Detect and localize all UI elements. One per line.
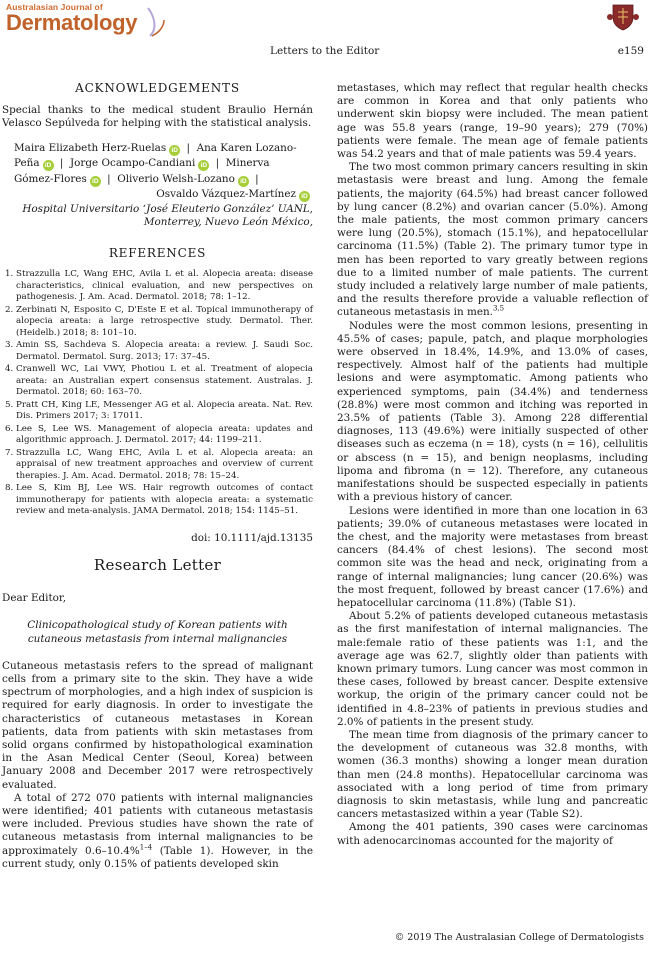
doi-link[interactable]: doi: 10.1111/ajd.13135 (191, 531, 313, 544)
body-paragraph: Cutaneous metastasis refers to the spread of malignant cells from a primary site to the skin. They have a wide spectrum of morphologies, and a high index of suspicion is required for early diagnosis. In order to investigate the characteristics of cutaneous metastases in Korean patients, data from patients with skin metastases from solid organs confirmed by histopathological examination in the Asan Medical Center (Seoul, Korea) between January 2008 and December 2017 were retrospectively evaluated. (2, 659, 313, 791)
body-text: The two most common primary cancers resulting in skin metastasis were breast and lung. Among the female patients, the majority (64.5%) had breast cancer followed by lung cancer (8.2%) and ovarian cancer (5.0%). Among the male patients, the most common primary cancers were lung (20.5%), stomach (15.1%), and hepatocellular carcinoma (11.5%) (Table 2). The primary tumor type in men has been reported to vary greatly between regions due to a limited number of male patients. The current study included a relatively large number of male patients, and the results therefore provide a valuable reflection of cutaneous metastasis in men. (337, 161, 648, 319)
author-name: Maira Elizabeth Herz-Ruelas (14, 141, 167, 154)
author-name: Minerva (225, 157, 270, 170)
orcid-icon[interactable]: iD (238, 176, 249, 187)
citation-ref[interactable]: 1–4 (139, 843, 153, 852)
author-name: Ana Karen Lozano- (196, 141, 297, 154)
author-name: Oliverio Welsh-Lozano (117, 172, 235, 185)
author-name: Gómez-Flores (14, 172, 87, 185)
reference-item: 3. Amin SS, Sachdeva S. Alopecia areata: a review. J. Saudi Soc. Dermatol. Dermatol. Surg. 2013; 17: 37–45. (16, 340, 313, 363)
letter-title (2, 619, 313, 645)
letter-title-line: Clinicopathological study of Korean patients with (27, 619, 288, 632)
body-paragraph (2, 792, 313, 871)
research-letter-heading: Research Letter (93, 555, 222, 574)
journal-header (0, 0, 650, 40)
reference-item: 7. Strazzulla LC, Wang EHC, Avila L et al. Alopecia areata: an appraisal of new treatment approaches and overview of current therapies. J. Am. Acad. Dermatol. 2018; 78: 15–24. (16, 448, 313, 483)
orcid-icon[interactable]: iD (90, 176, 101, 187)
right-column (337, 82, 648, 848)
body-paragraph: Lesions were identified in more than one location in 63 patients; 39.0% of cutaneous metastases were located in the chest, and the majority were metastases from breast cancers (84.4% of chest lesions). The second most common site was the head and neck, originating from a range of internal malignancies; lung cancer (20.6%) was the most frequent, followed by breast cancer (17.6%) and hepatocellular carcinoma (11.8%) (Table S1). (337, 504, 648, 609)
orcid-icon[interactable]: iD (169, 145, 180, 156)
affiliation-line: Monterrey, Nuevo León México, (143, 215, 313, 228)
running-title: Letters to the Editor (270, 45, 380, 57)
acknowledgements-text: Special thanks to the medical student Braulio Hernán Velasco Sepúlveda for helping with the statistical analysis. (2, 104, 313, 130)
author-name: Jorge Ocampo-Candiani (69, 157, 196, 170)
journal-name-top: Australasian Journal of (6, 2, 103, 12)
reference-item: 4. Cranwell WC, Lai VWY, Photiou L et al. Treatment of alopecia areata: an Australian expert consensus statement. Australas. J. Dermatol. 2018; 60: 163–70. (16, 364, 313, 399)
reference-item: 8. Lee S, Kim BJ, Lee WS. Hair regrowth outcomes of contact immunotherapy for patients with alopecia areata: a systematic review and meta-analysis. JAMA Dermatol. 2018; 154: 1145–51. (16, 483, 313, 518)
body-text: (Table 1). However, in the current study, only 0.15% of patients developed skin (2, 844, 313, 870)
body-paragraph (337, 161, 648, 319)
body-paragraph: The mean time from diagnosis of the primary cancer to the development of cutaneous was 32.8 months, with women (36.3 months) showing a longer mean duration than men (24.8 months). Hepatocellular carcinoma was associated with a long period of time from primary diagnosis to skin metastasis, while lung and pancreatic cancers metastasized within a year (Table S2). (337, 728, 648, 821)
body-paragraph: Nodules were the most common lesions, presenting in 45.5% of cases; papule, patch, and plaque morphologies were observed in 18.4%, 14.9%, and 13.0% of cases, respectively. Almost half of the patients had multiple lesions and were asymptomatic. Among patients who experienced symptoms, pain (34.4%) and tenderness (28.8%) were most common and itching was reported in 23.5% of patients (Table 3). Among 228 differential diagnoses, 113 (49.6%) were initially suspected of other diseases such as eczema (n = 18), cysts (n = 16), cellulitis or abscess (n = 15), and benign neoplasms, including lipoma and fibroma (n = 12). Therefore, any cutaneous manifestations should be suspected especially in patients with a previous history of cancer. (337, 319, 648, 504)
author-name: Osvaldo Vázquez-Martínez (156, 188, 296, 201)
author-name: Peña (14, 157, 40, 170)
author-list: Maira Elizabeth Herz-Ruelas iD | Ana Karen Lozano- Peña iD | Jorge Ocampo-Candiani iD | Minerva Gómez-Flores iD | Oliverio Welsh-Lozano iD | Osvaldo Vázquez-Martínez iD (2, 141, 313, 203)
body-paragraph: About 5.2% of patients developed cutaneous metastasis as the first manifestation of internal malignancies. The male:female ratio of these patients was 1:1, and the average age was 62.7, slightly older than patients with known primary tumors. Lung cancer was most common in these cases, followed by breast cancer. Despite extensive workup, the origin of the primary cancer could not be identified in 4.8–23% of patients in previous studies and 2.0% of patients in the present study. (337, 610, 648, 728)
orcid-icon[interactable]: iD (43, 160, 54, 171)
reference-item: 6. Lee S, Lee WS. Management of alopecia areata: updates and algorithmic approach. J. Dermatol. 2017; 44: 1199–211. (16, 424, 313, 447)
journal-name-main: Dermatology (6, 10, 138, 35)
reference-item: 1. Strazzulla LC, Wang EHC, Avila L et al. Alopecia areata: disease characteristics, clinical evaluation, and new perspectives on pathogenesis. J. Am. Acad. Dermatol. 2018; 78: 1–12. (16, 269, 313, 304)
citation-ref[interactable]: 3,5 (493, 304, 505, 313)
logo-swoosh-icon (146, 6, 166, 38)
body-paragraph: Among the 401 patients, 390 cases were carcinomas with adenocarcinomas accounted for the majority of (337, 821, 648, 847)
copyright-notice: © 2019 The Australasian College of Dermatologists (394, 932, 644, 943)
letter-title-line: cutaneous metastasis from internal malignancies (27, 632, 288, 645)
orcid-icon[interactable]: iD (198, 160, 209, 171)
reference-item: 2. Zerbinati N, Esposito C, D'Este E et al. Topical immunotherapy of alopecia areata: a large retrospective study. Dermatol. Ther. (Heidelb.) 2018; 8: 101–10. (16, 305, 313, 340)
reference-item: 5. Pratt CH, King LE, Messenger AG et al. Alopecia areata. Nat. Rev. Dis. Primers 2017; 3: 17011. (16, 400, 313, 423)
orcid-icon[interactable]: iD (299, 191, 310, 202)
college-crest-icon (606, 2, 640, 32)
body-paragraph: metastases, which may reflect that regular health checks are common in Korea and that only patients who underwent skin biopsy were included. The mean patient age was 55.8 years (range, 19–90 years); 279 (70%) patients were female. The mean age of female patients was 54.2 years and that of male patients was 59.4 years. (337, 82, 648, 161)
salutation: Dear Editor, (2, 592, 67, 605)
left-column (2, 82, 313, 871)
references-heading: REFERENCES (108, 246, 207, 261)
affiliation (2, 203, 313, 229)
page-number: e159 (617, 45, 644, 57)
affiliation-line: Hospital Universitario ‘José Eleuterio González’ UANL, (22, 202, 313, 215)
acknowledgements-heading: ACKNOWLEDGEMENTS (75, 81, 240, 95)
journal-logo[interactable] (6, 2, 137, 34)
body-text: A total of 272 070 patients with internal malignancies were identified; 401 patients with cutaneous metastasis were included. Previous studies have shown the rate of cutaneous metastasis from internal malignancies to be approximately 0.6–10.4% (2, 791, 313, 857)
reference-list (2, 269, 313, 518)
